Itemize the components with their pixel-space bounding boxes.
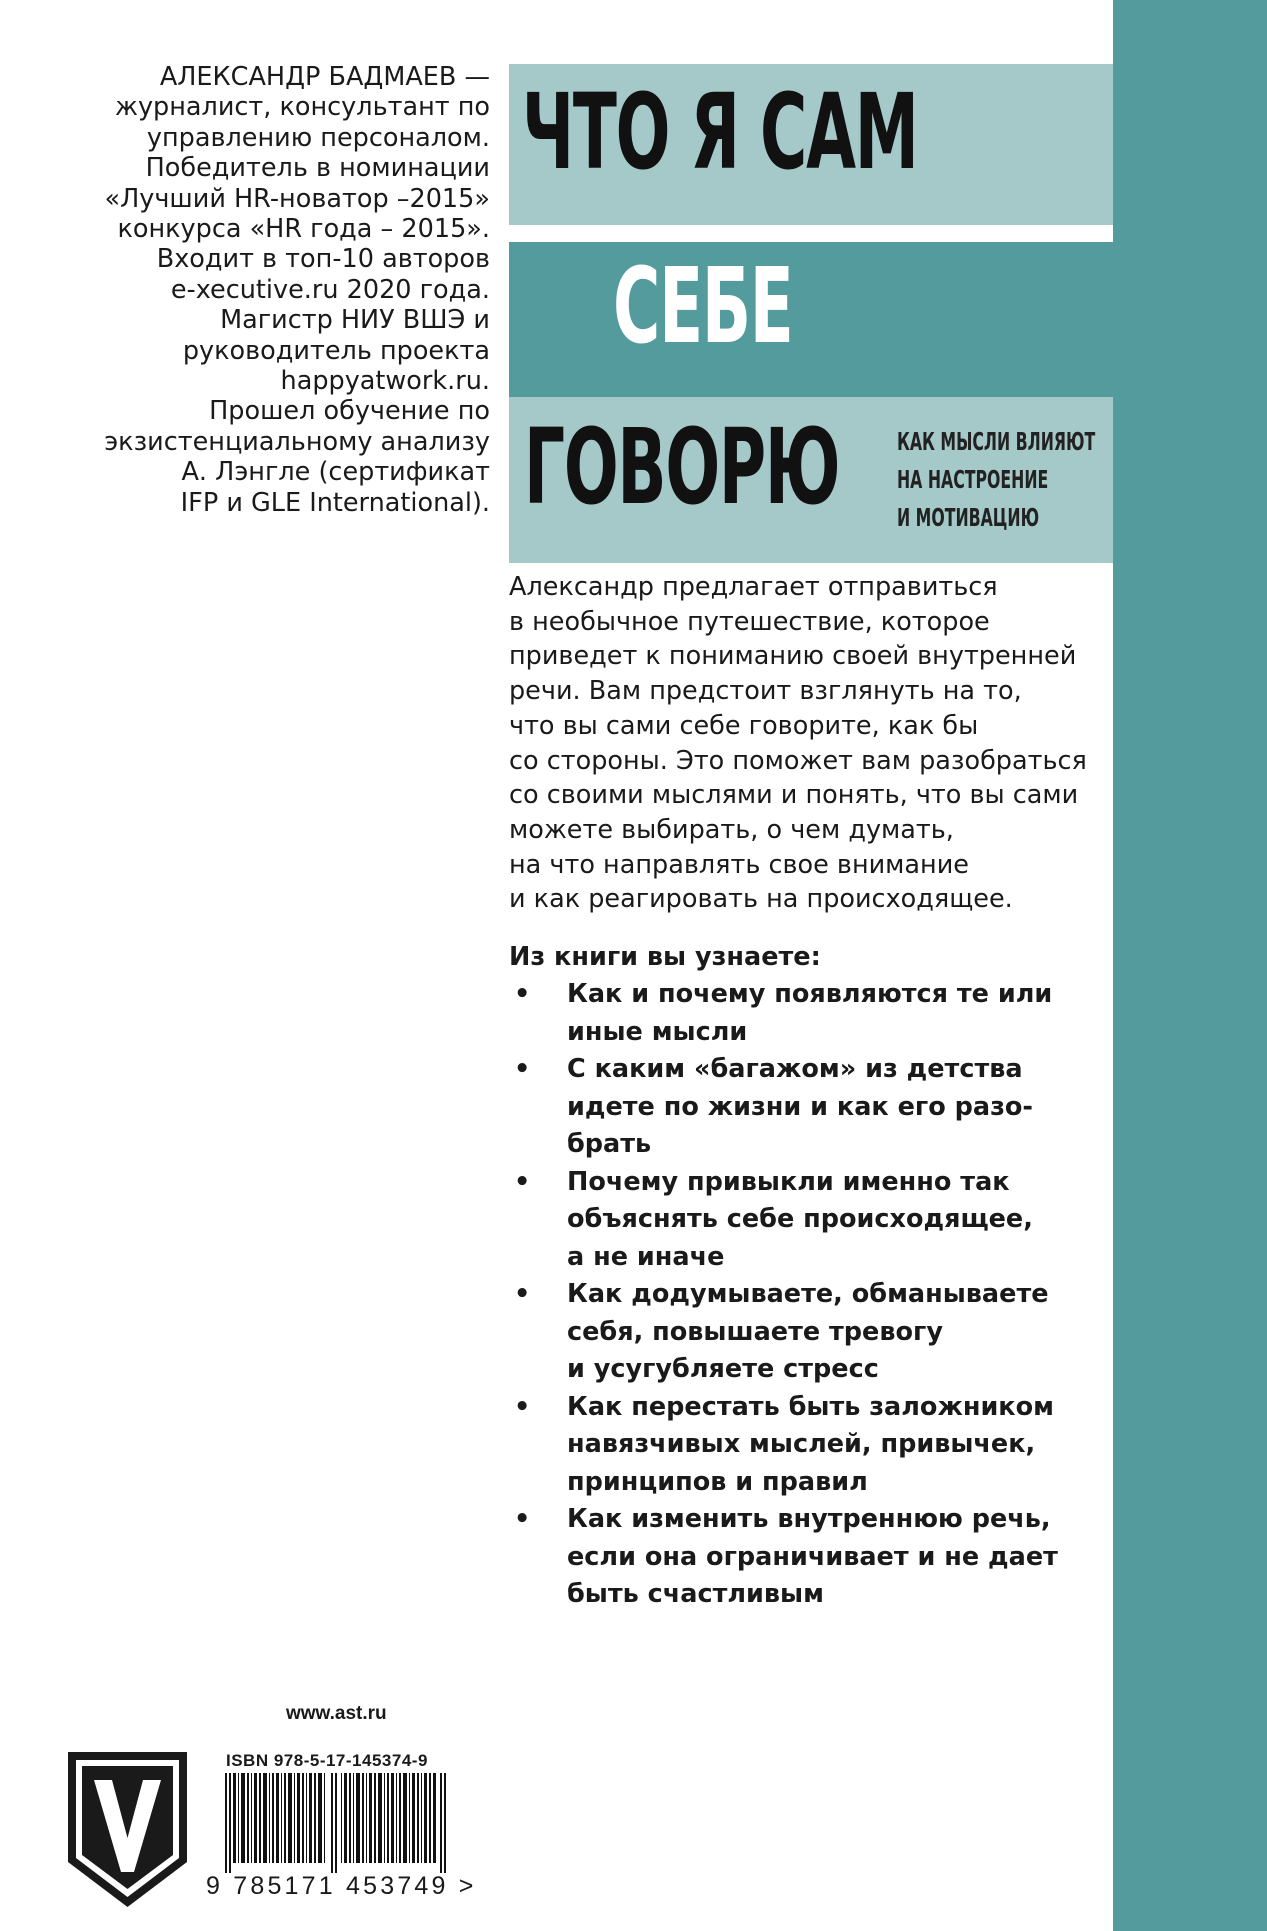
barcode-number: 9 785171 453749 > [206, 1872, 477, 1900]
author-bio-line: happyatwork.ru. [280, 366, 490, 397]
bullet-line: идете по жизни и как его разо- [567, 1091, 1033, 1122]
description [509, 570, 1109, 917]
bullet-list [509, 976, 1109, 1614]
website-link[interactable]: www.ast.ru [286, 1703, 387, 1724]
bullet-line: С каким «багажом» из детства [567, 1054, 1023, 1084]
author-bio-line: Прошел обучение по [209, 396, 490, 427]
subtitle-line: И МОТИВАЦИЮ [897, 503, 1040, 532]
author-bio-line: журналист, консультант по [114, 92, 490, 123]
author-bio-line: экзистенциальному анализу [104, 426, 490, 457]
bullet-item [509, 1389, 1109, 1502]
title-line-1: ЧТО Я САМ [522, 71, 918, 193]
description-line: приведет к пониманию своей внутренней [509, 641, 1077, 672]
barcode [225, 1773, 448, 1873]
bullet-line: брать [567, 1129, 652, 1159]
description-line: Александр предлагает отправиться [509, 572, 998, 602]
publisher-v-logo-icon [68, 1752, 187, 1907]
subtitle-line: НА НАСТРОЕНИЕ [897, 465, 1049, 494]
bullet-line: принципов и правил [567, 1466, 868, 1497]
author-bio-line: Магистр НИУ ВШЭ и [220, 305, 490, 336]
bullet-line: Как перестать быть заложником [567, 1391, 1054, 1422]
bullet-line: быть счастливым [567, 1579, 824, 1609]
subtitle-line: КАК МЫСЛИ ВЛИЯЮТ [897, 427, 1096, 456]
bullet-line: Как изменить внутреннюю речь, [567, 1504, 1051, 1534]
bullet-dot: • [514, 1504, 531, 1534]
description-line: со своими мыслями и понять, что вы сами [509, 780, 1079, 811]
bullet-item [509, 976, 1109, 1051]
bullet-dot: • [514, 1054, 531, 1084]
author-bio-line: e-xecutive.ru 2020 года. [170, 274, 490, 305]
author-bio-line: управлению персоналом. [146, 122, 490, 153]
bullet-line: иные мысли [567, 1016, 748, 1047]
title-line-3: ГОВОРЮ [524, 406, 840, 528]
bullet-item [509, 1051, 1109, 1164]
description-line: речи. Вам предстоит взглянуть на то, [509, 676, 1022, 707]
title-line-2: СЕБЕ [613, 245, 793, 367]
bullet-line: Почему привыкли именно так [567, 1166, 1010, 1197]
bullet-line: объяснять себе происходящее, [567, 1204, 1033, 1234]
bullet-item [509, 1164, 1109, 1277]
bullet-item [509, 1501, 1109, 1614]
learn-heading: Из книги вы узнаете: [509, 942, 821, 972]
title-band-divider [509, 225, 1113, 242]
isbn-label: ISBN 978-5-17-145374-9 [226, 1751, 428, 1770]
description-line: что вы сами себе говорите, как бы [509, 710, 979, 741]
description-line: можете выбирать, о чем думать, [509, 814, 954, 845]
bullet-line: себя, повышаете тревогу [567, 1316, 943, 1347]
bullet-dot: • [514, 1279, 531, 1309]
author-bio-line: конкурса «HR года – 2015». [117, 214, 490, 245]
subtitle [897, 423, 1095, 537]
description-line: со стороны. Это поможет вам разобраться [509, 745, 1087, 776]
author-bio-line: «Лучший HR-новатор –2015» [104, 183, 490, 214]
bullet-line: а не иначе [567, 1241, 725, 1272]
bullet-line: навязчивых мыслей, привычек, [567, 1429, 1036, 1459]
bullet-dot: • [514, 1166, 531, 1197]
bullet-dot: • [514, 1391, 531, 1422]
author-bio-line: Входит в топ-10 авторов [156, 244, 490, 275]
title-band-2 [509, 242, 1113, 397]
author-bio-line: АЛЕКСАНДР БАДМАЕВ — [159, 62, 490, 92]
bullet-line: и усугубляете стресс [567, 1354, 879, 1384]
bullet-item [509, 1276, 1109, 1389]
author-bio-line: IFP и GLE International). [180, 487, 490, 518]
bullet-line: Как додумываете, обманываете [567, 1279, 1049, 1309]
author-bio-line: Победитель в номинации [145, 153, 490, 184]
bullet-line: Как и почему появляются те или [567, 979, 1053, 1009]
spine-band [1113, 0, 1267, 1931]
author-bio-line: руководитель проекта [182, 335, 490, 366]
description-line: на что направлять свое внимание [509, 849, 969, 880]
bullet-line: если она ограничивает и не дает [567, 1541, 1058, 1572]
author-bio [50, 62, 490, 518]
description-line: в необычное путешествие, которое [509, 606, 990, 637]
bullet-dot: • [514, 979, 531, 1009]
author-bio-line: А. Лэнгле (сертификат [181, 457, 490, 488]
description-line: и как реагировать на происходящее. [509, 884, 1013, 915]
